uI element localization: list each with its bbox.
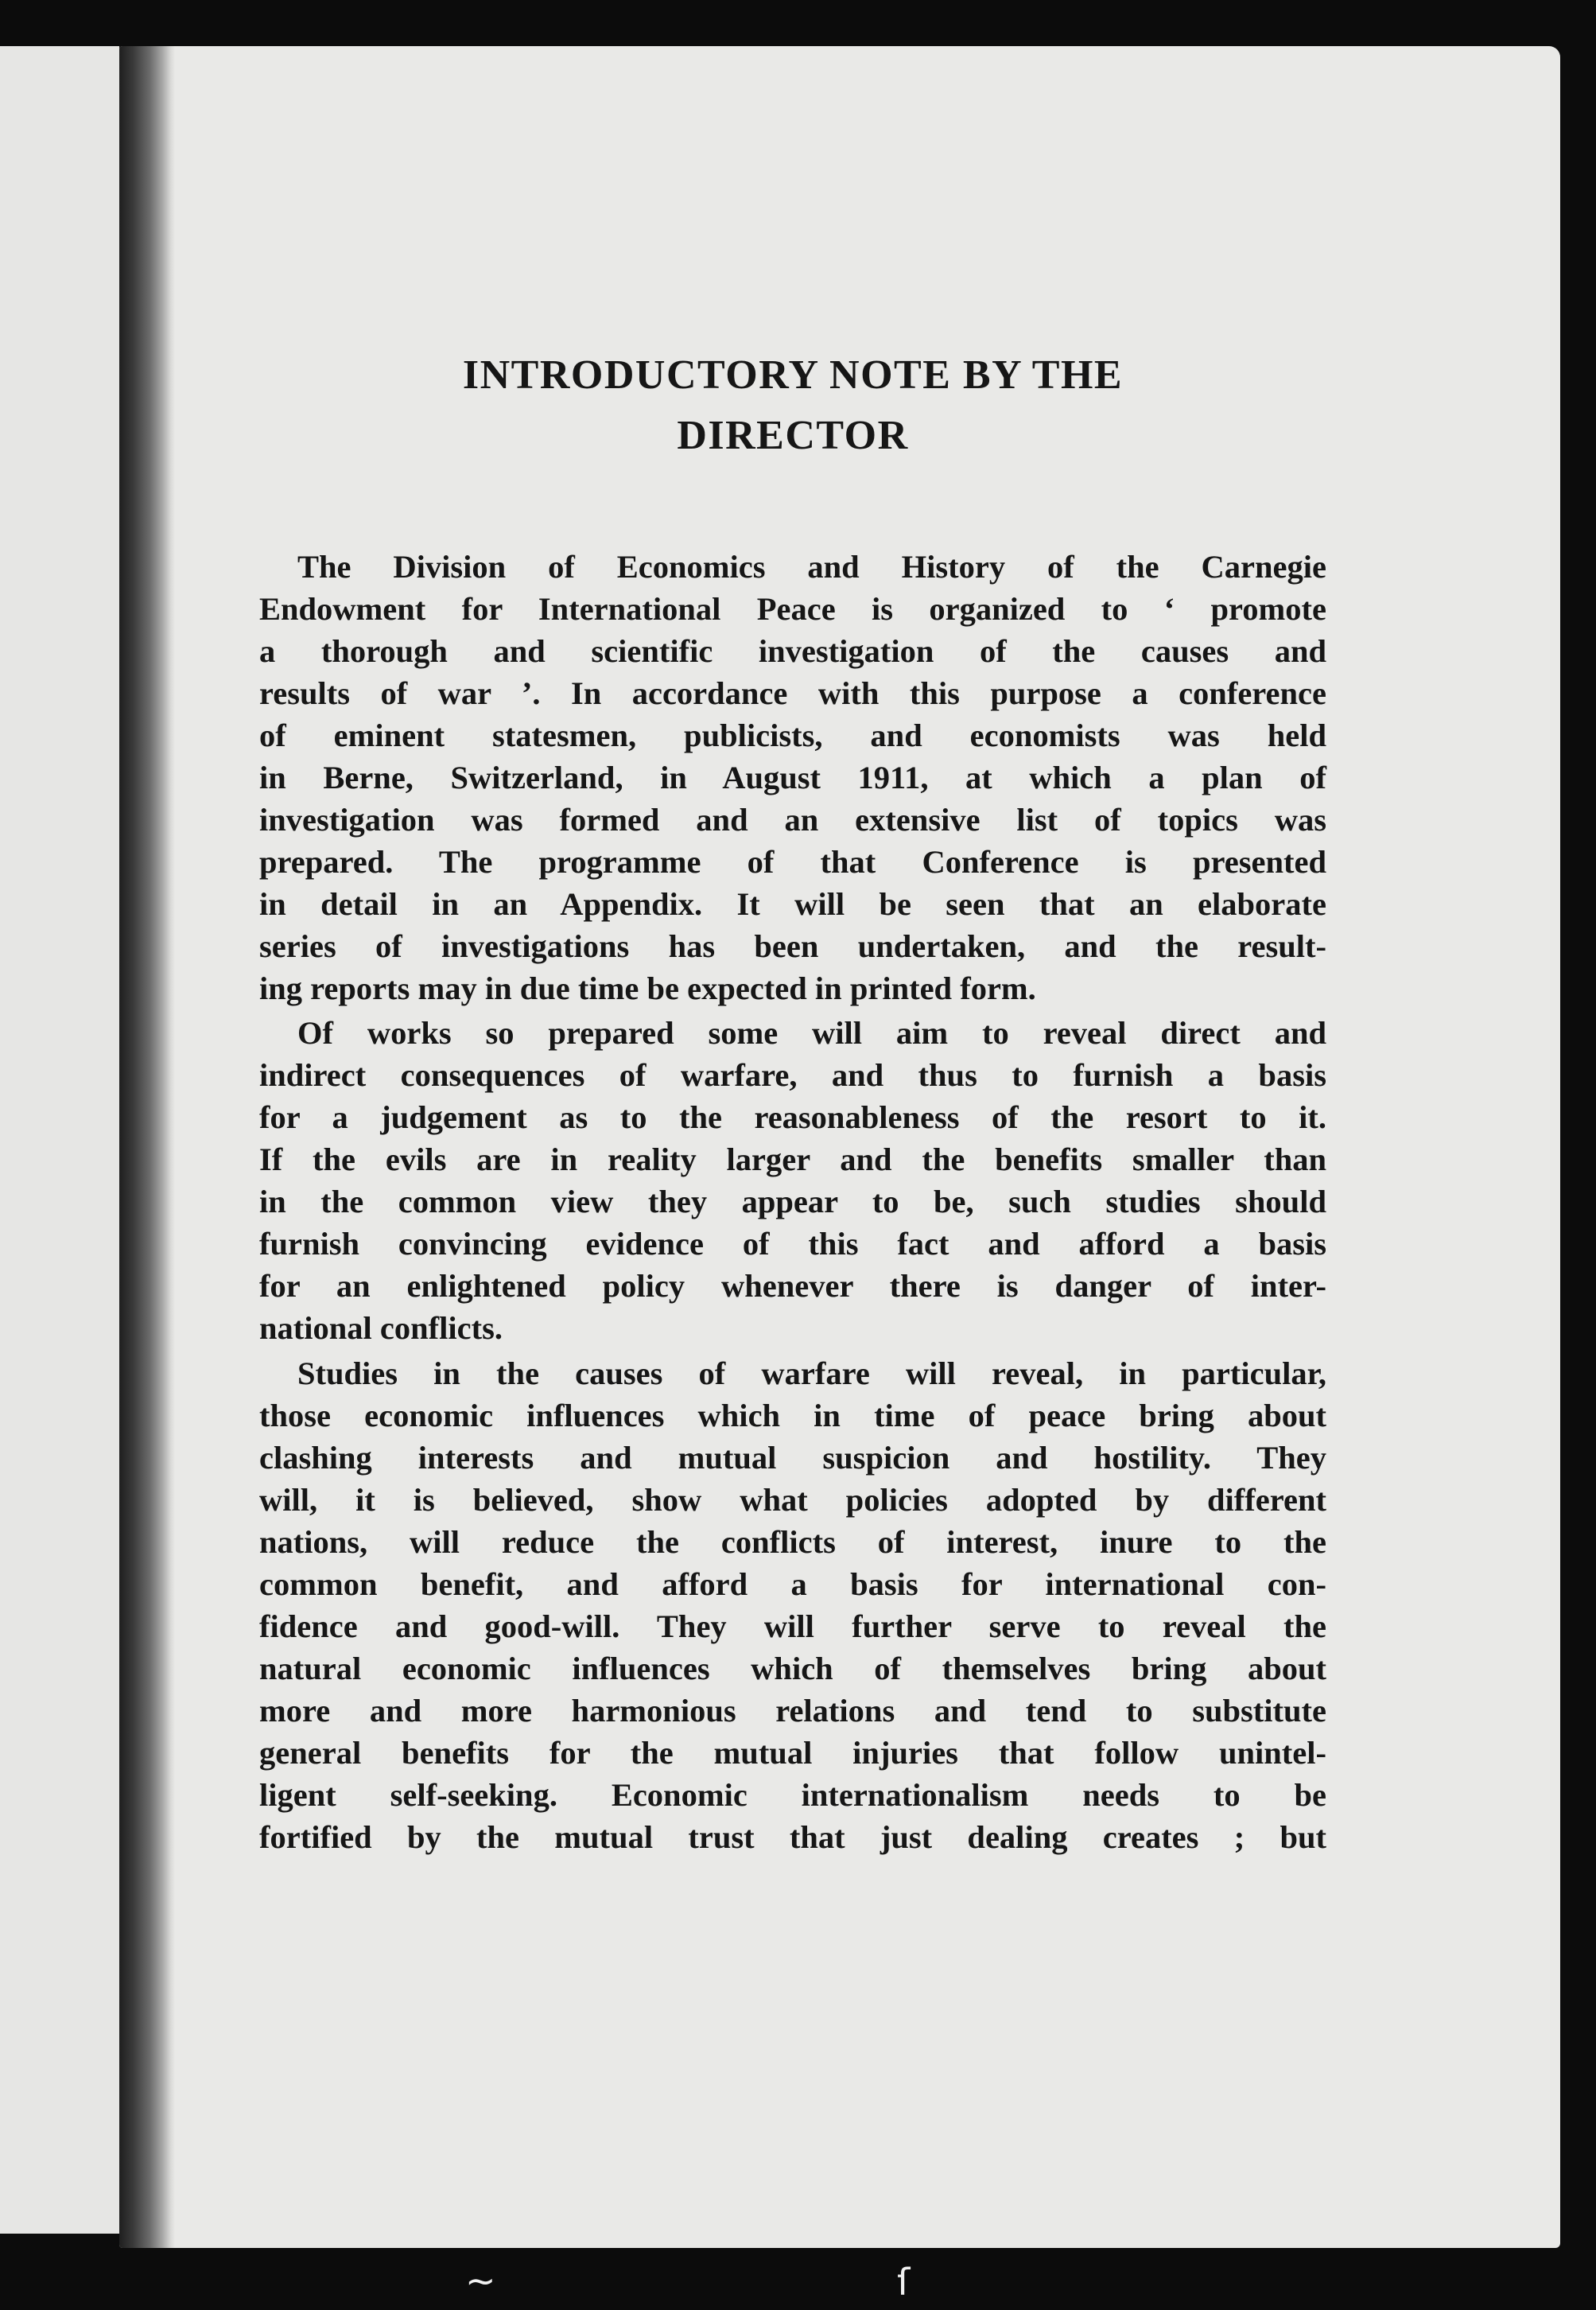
book-page [119,46,1560,2248]
text-line: investigation was formed and an extensive list of topics was [259,802,1326,838]
text-line: indirect consequences of warfare, and thus to furnish a basis [259,1057,1326,1093]
text-line: nations, will reduce the conflicts of interest, inure to the [259,1524,1326,1560]
text-line: those economic influences which in time of peace bring about [259,1398,1326,1433]
text-line: national conflicts. [259,1310,503,1346]
text-line: ing reports may in due time be expected in printed form. [259,970,1036,1006]
text-line: will, it is believed, show what policies adopted by different [259,1482,1326,1518]
text-line: fidence and good-will. They will further serve to reveal the [259,1608,1326,1644]
text-line: common benefit, and afford a basis for international con- [259,1566,1326,1602]
text-line: for an enlightened policy whenever there is danger of inter- [259,1268,1326,1304]
scan-artifact-mark: ſ [897,2261,911,2304]
text-line: clashing interests and mutual suspicion and hostility. They [259,1440,1326,1476]
text-line: for a judgement as to the reasonableness of the resort to it. [259,1099,1326,1135]
text-line: natural economic influences which of themselves bring about [259,1651,1326,1686]
text-line: a thorough and scientific investigation of the causes and [259,633,1326,669]
text-line: series of investigations has been undertaken, and the result- [259,928,1326,964]
text-line: furnish convincing evidence of this fact and afford a basis [259,1226,1326,1262]
text-line: Endowment for International Peace is organized to ‘ promote [259,591,1326,627]
text-line: fortified by the mutual trust that just dealing creates ; but [259,1819,1326,1855]
previous-page-edge [0,46,119,2234]
text-line: ligent self-seeking. Economic internationalism needs to be [259,1777,1326,1813]
title-line-2: DIRECTOR [677,413,909,458]
text-line: prepared. The programme of that Conference is presented [259,844,1326,880]
title-line-1: INTRODUCTORY NOTE BY THE [462,352,1124,398]
text-line: in detail in an Appendix. It will be seen that an elaborate [259,886,1326,922]
text-line: in Berne, Switzerland, in August 1911, at which a plan of [259,760,1326,795]
text-line: general benefits for the mutual injuries that follow unintel- [259,1735,1326,1771]
text-line: Studies in the causes of warfare will reveal, in particular, [297,1355,1326,1391]
text-line: Of works so prepared some will aim to reveal direct and [297,1015,1326,1051]
text-line: The Division of Economics and History of the Carnegie [297,549,1326,585]
text-line: of eminent statesmen, publicists, and economists was held [259,718,1326,753]
text-line: in the common view they appear to be, such studies should [259,1184,1326,1219]
text-line: more and more harmonious relations and tend to substitute [259,1693,1326,1729]
text-line: results of war ’. In accordance with this purpose a conference [259,675,1326,711]
page-gutter-shadow [119,46,175,2248]
text-line: If the evils are in reality larger and the benefits smaller than [259,1141,1326,1177]
scan-artifact-mark: ~ [465,2259,496,2302]
